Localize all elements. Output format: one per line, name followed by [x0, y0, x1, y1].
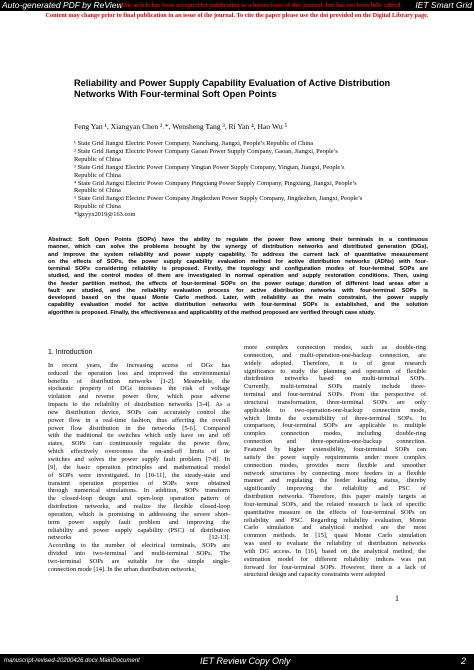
footer-manuscript-name: manuscript-revised-20200426.docx MainDocument: [4, 658, 140, 664]
body-text-line: widely adopted. Therefore, it is of great research: [244, 359, 426, 367]
abstract-line: fault are studied, and the reliability evaluation process for active distribution networks with four-terminal SOPs is: [48, 287, 428, 294]
abstract-line: the feeder partition method, the effects of four-terminal SOPs on the power outage duration of different load areas after a: [48, 280, 428, 287]
footer-review-copy: IET Review Copy Only: [200, 656, 291, 666]
body-text-line: reliability and power supply capability (PSC) of distribution: [48, 526, 230, 534]
body-text-line: forward for four-terminal SOPs. However, there is a lack of: [244, 563, 426, 571]
author-list: Feng Yan ¹, Xiangyan Chen ²˒*, Wensheng Tang ³, Ri Yan ⁴, Hao Wu ⁵: [74, 122, 288, 131]
abstract-line: Abstract: Soft Open Points (SOPs) have the ability to regulate the power flow among their terminals in a continuous: [48, 237, 428, 243]
body-text-line: In recent years, the increasing access of DGs has: [48, 361, 230, 369]
body-text-line: significantly improving the reliability and PSC of: [244, 485, 426, 493]
body-text-line: operation, which is promising in addressing the severe short-: [48, 510, 230, 518]
body-text-line: connection mode [14]. In the urban distribution networks,: [48, 565, 196, 573]
body-text-line: with the traditional tie switches which only have on and off: [48, 432, 230, 440]
affiliation-line: ² State Grid Jiangxi Electric Power Company Gaoan Power Supply Company, Gaoan, Jiangxi, People’s: [74, 147, 338, 155]
body-text-line: four-terminal SOPs, and the related research is lack of specific: [244, 500, 426, 508]
body-text-line: significance to study the planning and operation of flexible: [244, 367, 426, 375]
abstract-line: algorithm is proposed. Finally, the effectiveness and applicability of the method proposed are verified through case study.: [48, 309, 376, 316]
affiliation-line: *lgzyyx2019@163.com: [74, 211, 136, 219]
body-text-line: applicable to two-operation-one-backup connection mode,: [244, 406, 426, 414]
body-text-line: network structures by connecting more feeders in a flexible: [244, 469, 426, 477]
body-text-line: distribution networks based on multi-terminal SOPs.: [244, 375, 426, 383]
review-footer-bar: [0, 654, 474, 670]
body-text-line: which effectively overcomes the on-and-off limits of tie: [48, 448, 230, 456]
body-text-line: with DG access. In [16], based on the analytical method, the: [244, 547, 426, 555]
body-text-line: comparison, four-terminal SOPs are applicable to multiple: [244, 422, 426, 430]
footer-page-number: 2: [460, 656, 466, 666]
left-column: [48, 349, 230, 574]
right-column-text: [244, 344, 426, 579]
journal-name: IET Smart Grid: [415, 0, 472, 10]
body-text-line: networks [12-13].: [48, 534, 230, 542]
body-text-line: Carlo simulation and analytical method are the most: [244, 524, 426, 532]
affiliation-line: ³ State Grid Jiangxi Electric Power Company Yingtan Power Supply Company, Yingtan, Jiangxi, People’s: [74, 163, 345, 171]
body-text-line: term power supply fault problem and improving the: [48, 518, 230, 526]
body-text-line: of SOPs were investigated. In [10-11], the steady-state and: [48, 471, 230, 479]
accepted-notice-line2: Content may change prior to final publication in an issue of the journal. To cite the paper please use the doi provided on the Digital Library page.: [45, 12, 429, 19]
body-text-line: structural transformation, three-terminal SOPs are only: [244, 398, 426, 406]
body-text-line: more complex connection modes, such as double-ring: [244, 344, 426, 351]
body-text-line: complex connection modes, including double-ring: [244, 430, 426, 438]
affiliation-line: Republic of China: [74, 187, 121, 195]
body-text-line: switches and solves the power supply fault problem [7-8]. In: [48, 455, 230, 463]
body-text-line: structural design and capacity constraints were adopted: [244, 571, 386, 579]
body-text-line: benefits of distribution networks [1-2]. Meanwhile, the: [48, 377, 230, 385]
body-text-line: impacts to the reliability of distribution networks [3-4]. As a: [48, 401, 230, 409]
body-text-line: the closed-loop design and open-loop operation pattern of: [48, 495, 230, 503]
body-text-line: distribution networks, and realize the flexible closed-loop: [48, 503, 230, 511]
body-text-line: Currently, multi-terminal SOPs mainly include three-: [244, 383, 426, 391]
body-text-line: reduced the operation loss and improved the environmental: [48, 369, 230, 377]
paper-title: Reliability and Power Supply Capability Evaluation of Active Distribution Networks With Four-terminal Soft Open Points: [74, 78, 391, 99]
body-text-line: through numerical simulations. In addition, SOPs transform: [48, 487, 230, 495]
affiliation-line: ⁵ State Grid Jiangxi Electric Power Company Jingdezhen Power Supply Company, Jingdezhen, Jiangxi, People’s: [74, 195, 363, 203]
body-text-line: power flow in a real-time fashion, thus affecting the overall: [48, 416, 230, 424]
abstract-line: terminal SOPs considering reliability is proposed. Firstly, the topology and configuration modes of four-terminal SOPs are: [48, 266, 428, 272]
body-text-line: connection and three-operation-one-backup connection.: [244, 438, 426, 446]
affiliation-line: Republic of China: [74, 155, 121, 163]
body-text-line: states, SOPs can continuously regulate the power flow,: [48, 440, 230, 448]
body-text-line: which limits the extensibility of three-terminal SOPs. In: [244, 414, 426, 422]
affiliation-line: Republic of China: [74, 203, 121, 211]
body-text-line: quantitative measure on the effects of four-terminal SOPs on: [244, 508, 426, 516]
body-text-line: satisfy the power supply requirements under more complex: [244, 453, 426, 461]
body-text-line: [9], the basic operation principles and mathematical model: [48, 463, 230, 471]
abstract-line: and improve the system reliability and power supply capability. To address the current lack of quantitative measurement: [48, 251, 428, 258]
affiliation-line: ¹ State Grid Jiangxi Electric Power Company, Nanchang, Jiangxi, People’s Republic of China: [74, 140, 314, 147]
section-heading-introduction: 1. Introduction: [48, 349, 93, 356]
left-column-text: [48, 362, 230, 574]
abstract: [48, 237, 428, 317]
body-text-line: estimation model for different reliability indices was put: [244, 555, 426, 563]
body-text-line: divided into two-terminal and multi-terminal SOPs. The: [48, 550, 230, 558]
body-text-line: stochastic property of DGs increases the risk of voltage: [48, 385, 230, 393]
abstract-line: developed based on the quasi Monte Carlo method. Later, with reliability as the main constraint, the power supply: [48, 295, 428, 301]
abstract-line: studied, and the control modes of them are investigated in normal operation and supply restoration conditions. Then, using: [48, 273, 428, 280]
body-text-line: common methods. In [15], quasi Monte Carlo simulation: [244, 532, 426, 540]
body-text-line: connection modes, provides more flexible and smoother: [244, 461, 426, 469]
abstract-line: on the effects of SOPs, the power supply capability evaluation method for active distribution networks (ADNs) with four-: [48, 258, 428, 265]
abstract-line: manner, which can solve the problems brought by the synergy of distribution networks and distributed generation (DGs),: [48, 244, 428, 251]
body-text-line: was used to evaluate the reliability of distribution networks: [244, 540, 426, 548]
body-text-line: manner and regulating the feeder loading status, thereby: [244, 477, 426, 485]
body-text-line: reliability and PSC. Regarding reliability evaluation, Monte: [244, 516, 426, 524]
body-text-line: violation and reverse power flow, which pose adverse: [48, 393, 230, 401]
review-header-bar: [0, 0, 474, 11]
header-left-text: Auto-generated PDF by ReView: [2, 0, 123, 10]
abstract-line: capability evaluation model for active distribution networks with four-terminal SOPs is established, and the solution: [48, 302, 428, 309]
right-column: [244, 344, 426, 579]
affiliation-line: ⁴ State Grid Jiangxi Electric Power Company Pingxiang Power Supply Company, Pingxiang, Jiangxi, People’s: [74, 179, 357, 187]
body-text-line: new distribution device, SOPs can accurately control the: [48, 408, 230, 416]
body-text-line: power flow distribution in the networks [5-6]. Compared: [48, 424, 230, 432]
affiliation-line: Republic of China: [74, 171, 121, 179]
body-text-line: terminal and four-terminal SOPs. From the perspective of: [244, 391, 426, 399]
body-text-line: Featured by higher extensibility, four-terminal SOPs can: [244, 445, 426, 453]
accepted-notice-line1: This article has been accepted for publication in a future issue of this journal, but has not been fully edited.: [120, 2, 402, 9]
body-text-line: connection, and multi-operation-one-backup connection, are: [244, 351, 426, 359]
body-text-line: two-terminal SOPs are suitable for the simple single-: [48, 557, 230, 565]
affiliations: [74, 140, 404, 219]
body-text-line: transient operation properties of SOPs were obtained: [48, 479, 230, 487]
body-text-line: distribution networks. Therefore, this paper mainly targets at: [244, 493, 426, 501]
page-number: 1: [395, 594, 399, 603]
body-text-line: According to the number of electrical terminals, SOPs are: [48, 542, 230, 550]
